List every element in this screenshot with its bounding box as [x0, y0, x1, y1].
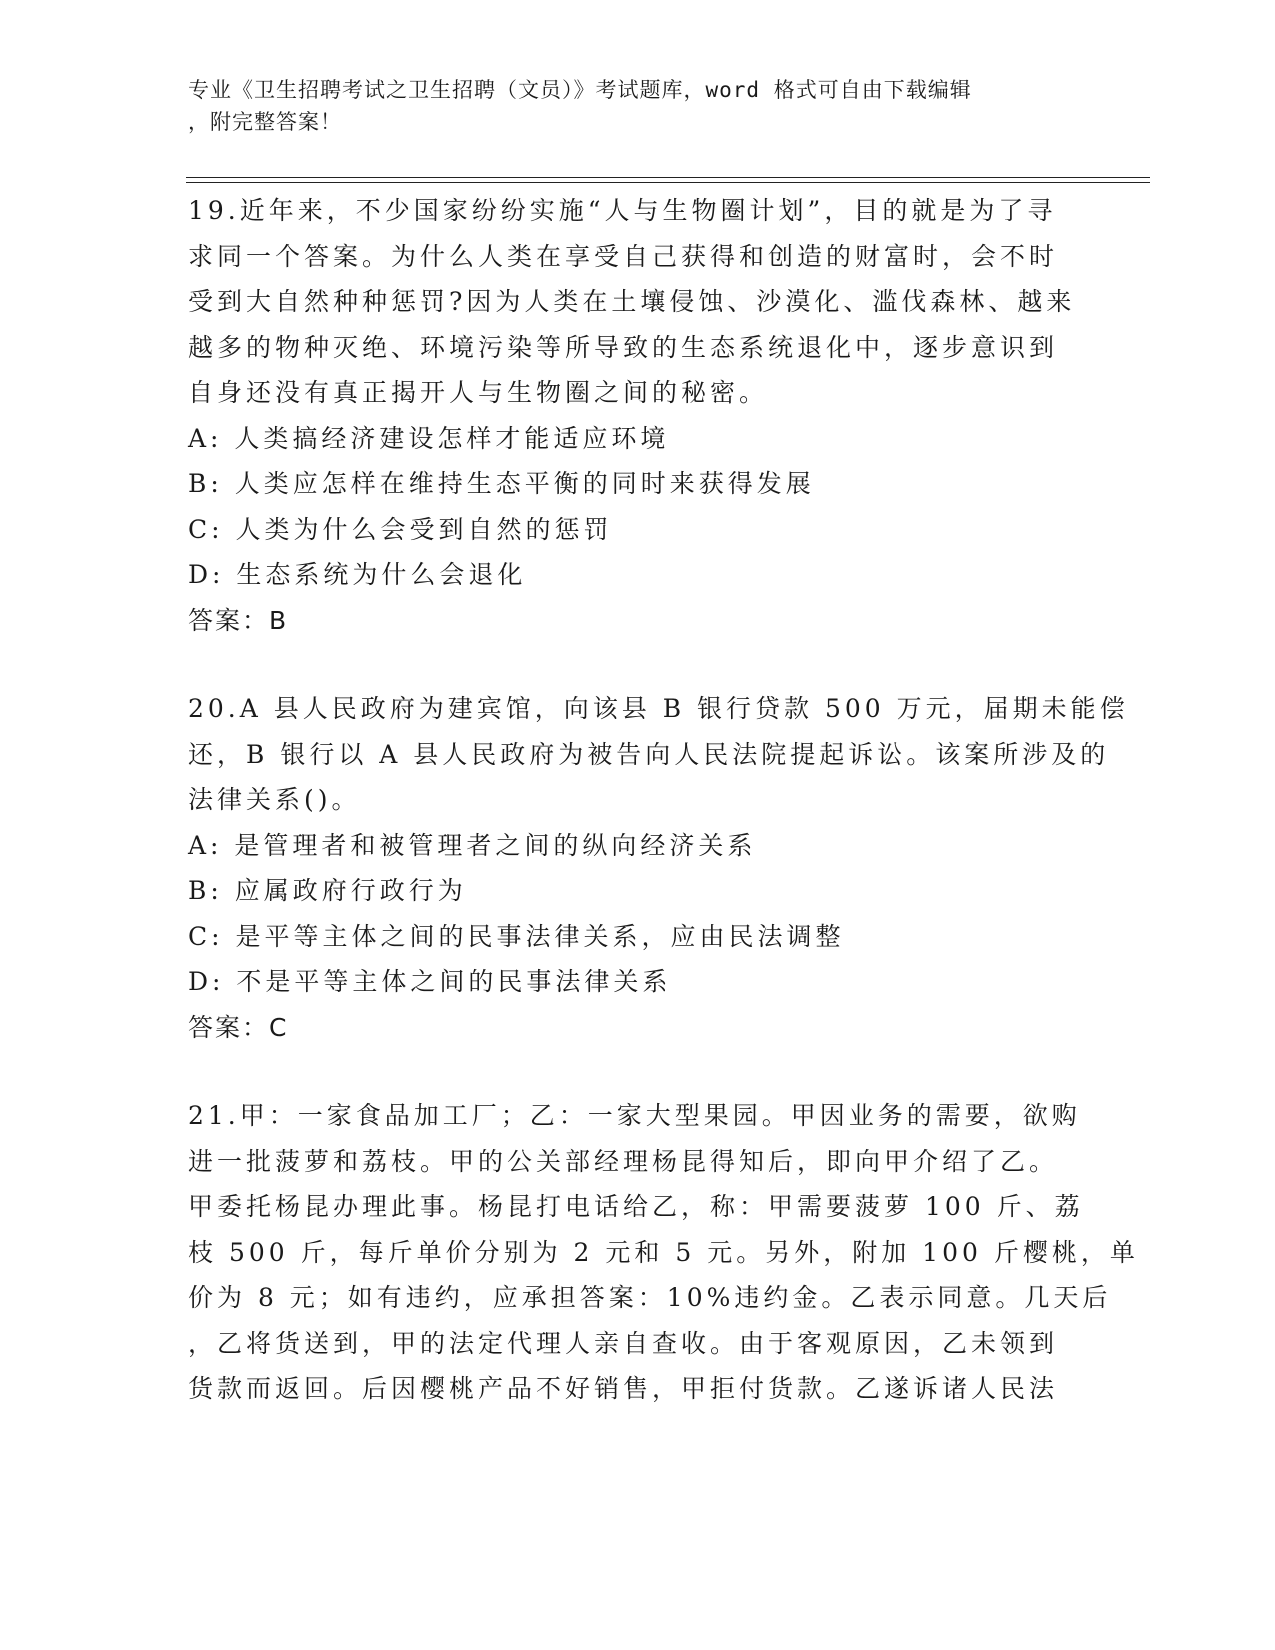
- question-21: [188, 1093, 1139, 1412]
- answer-label: 答案：C: [188, 1012, 289, 1042]
- document-header: [188, 74, 1068, 138]
- header-divider-bottom: [186, 182, 1150, 183]
- header-divider-top: [186, 177, 1150, 178]
- answer-label: 答案：B: [188, 605, 289, 635]
- question-list: [188, 188, 1139, 1455]
- header-line-1: 专业《卫生招聘考试之卫生招聘（文员）》考试题库，word 格式可自由下载编辑: [188, 78, 972, 102]
- question-text-line: 甲委托杨昆办理此事。杨昆打电话给乙，称：甲需要菠萝 100 斤、荔: [188, 1192, 1084, 1221]
- option-a: A: 是管理者和被管理者之间的纵向经济关系: [188, 830, 757, 860]
- option-d: D: 生态系统为什么会退化: [188, 560, 527, 589]
- question-text-line: 求同一个答案。为什么人类在享受自己获得和创造的财富时，会不时: [188, 241, 1059, 271]
- question-text-line: 法律关系()。: [188, 785, 361, 814]
- question-19: [188, 188, 1088, 643]
- question-text-line: 自身还没有真正揭开人与生物圈之间的秘密。: [188, 378, 769, 407]
- question-text-line: 货款而返回。后因樱桃产品不好销售，甲拒付货款。乙遂诉诸人民法: [188, 1374, 1059, 1403]
- question-text-line: 20.A 县人民政府为建宾馆，向该县 B 银行贷款 500 万元，届期未能偿: [188, 694, 1129, 723]
- option-b: B: 人类应怎样在维持生态平衡的同时来获得发展: [188, 469, 815, 498]
- option-c: C: 人类为什么会受到自然的惩罚: [188, 514, 613, 544]
- question-text-line: 还，B 银行以 A 县人民政府为被告向人民法院提起诉讼。该案所涉及的: [188, 739, 1110, 769]
- question-text-line: 21.甲：一家食品加工厂；乙：一家大型果园。甲因业务的需要，欲购: [188, 1101, 1081, 1130]
- option-a: A: 人类搞经济建设怎样才能适应环境: [188, 423, 670, 453]
- option-c: C: 是平等主体之间的民事法律关系，应由民法调整: [188, 921, 845, 951]
- header-line-2: ，附完整答案！: [188, 110, 342, 134]
- question-text-line: 价为 8 元；如有违约，应承担答案：10%违约金。乙表示同意。几天后: [188, 1283, 1112, 1312]
- option-b: B: 应属政府行政行为: [188, 876, 467, 905]
- question-text-line: 进一批菠萝和荔枝。甲的公关部经理杨昆得知后，即向甲介绍了乙。: [188, 1146, 1059, 1176]
- question-text-line: 19.近年来，不少国家纷纷实施“人与生物圈计划”，目的就是为了寻: [188, 196, 1057, 225]
- question-20: [188, 686, 1129, 1050]
- question-text-line: ，乙将货送到，甲的法定代理人亲自查收。由于客观原因，乙未领到: [188, 1328, 1059, 1358]
- question-text-line: 越多的物种灭绝、环境污染等所导致的生态系统退化中，逐步意识到: [188, 332, 1059, 362]
- option-d: D: 不是平等主体之间的民事法律关系: [188, 967, 672, 996]
- question-text-line: 枝 500 斤，每斤单价分别为 2 元和 5 元。另外，附加 100 斤樱桃，单: [188, 1237, 1139, 1267]
- question-text-line: 受到大自然种种惩罚?因为人类在土壤侵蚀、沙漠化、滥伐森林、越来: [188, 287, 1076, 316]
